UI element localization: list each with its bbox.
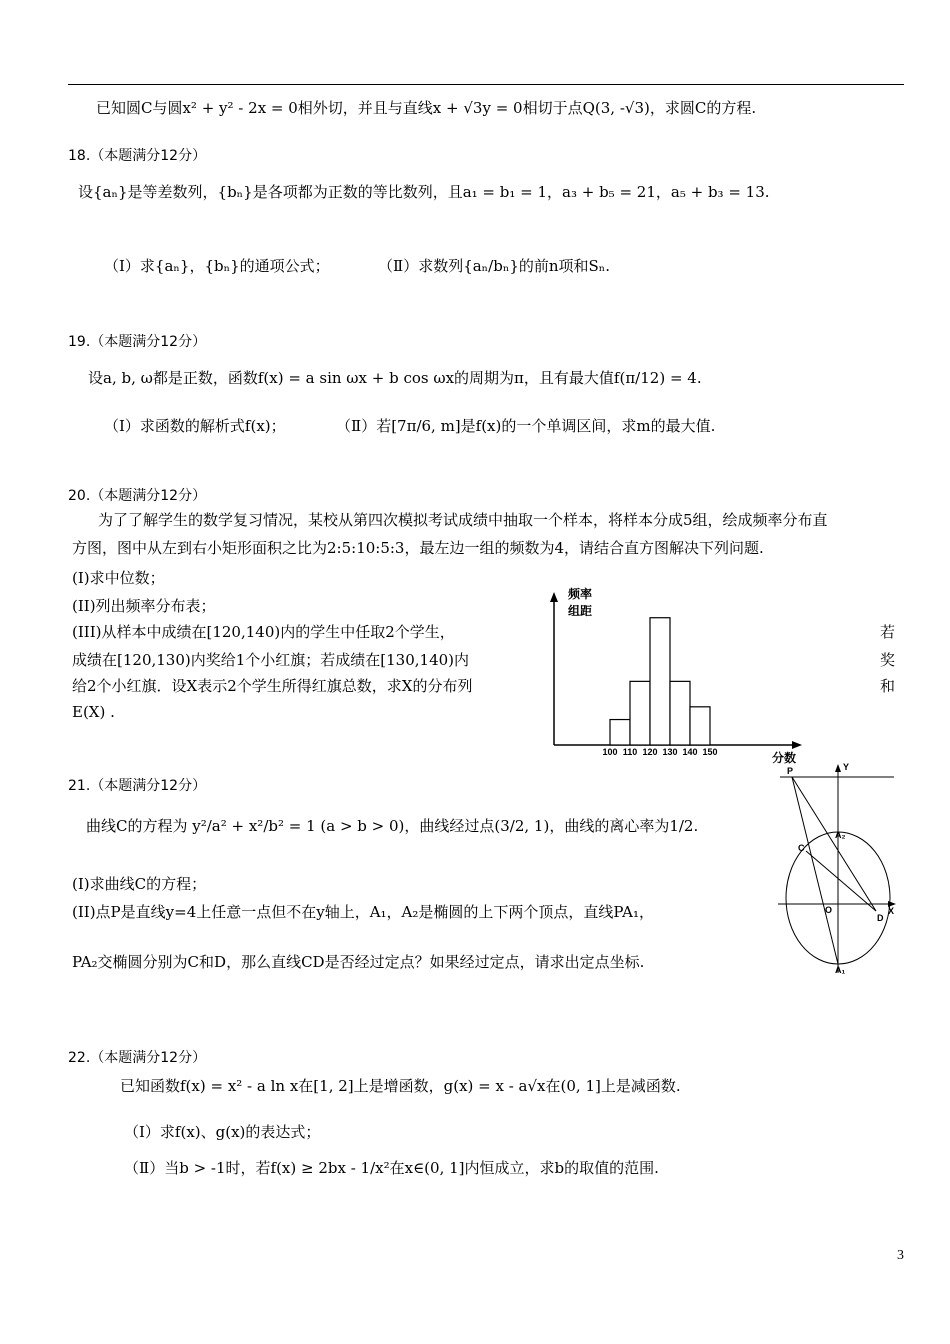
q22-part2: （Ⅱ）当b > -1时，若f(x) ≥ 2bx - 1/x²在x∈(0, 1]内恒成立，求b的取值的范围. [124,1159,659,1177]
header-rule [68,84,904,85]
q20-right-2: 奖 [880,651,896,669]
q20-stem-line1: 为了了解学生的数学复习情况，某校从第四次模拟考试成绩中抽取一个样本，将样本分成5组，绘成频率分布直 [98,511,828,529]
q18-stem: 设{aₙ}是等差数列，{bₙ}是各项都为正数的等比数列，且a₁ = b₁ = 1，a₃ + b₅ = 21，a₅ + b₃ = 13. [78,183,770,201]
q20-part1: (I)求中位数； [72,569,165,587]
line-pa1 [792,777,838,964]
q19-part1: （Ⅰ）求函数的解析式f(x)； [104,417,286,435]
y-label-line2: 组距 [568,604,593,618]
page-number: 3 [897,1248,904,1263]
histogram-bar [650,618,670,745]
tick-label: 100 [602,747,618,757]
tick-label: 110 [622,747,638,757]
line-cd [806,851,876,911]
q19-stem: 设a, b, ω都是正数，函数f(x) = a sin ωx + b cos ωx的周期为π，且有最大值f(π/12) = 4. [88,369,702,387]
tick-label: 140 [682,747,698,757]
label-d: D [877,913,884,923]
figure-y-arrow [835,764,841,772]
label-a2: A₂ [835,830,846,840]
ellipse-figure [770,758,900,978]
line-pa2 [792,777,876,911]
tick-label: 130 [662,747,678,757]
label-p: P [787,766,794,776]
q21-part2: (II)点P是直线y=4上任意一点但不在y轴上，A₁，A₂是椭圆的上下两个顶点，直线PA₁， [72,903,654,921]
q18-part1: （Ⅰ）求{aₙ}，{bₙ}的通项公式； [104,257,330,275]
q19-heading: 19.（本题满分12分） [68,334,207,350]
q22-heading: 22.（本题满分12分） [68,1050,207,1066]
y-label-line1: 频率 [568,587,593,601]
q21-part2-cont: PA₂交椭圆分别为C和D，那么直线CD是否经过定点？如果经过定点，请求出定点坐标. [72,953,645,971]
tick-label: 120 [642,747,658,757]
histogram-bar [610,720,630,745]
q20-right-1: 若 [880,623,896,641]
q18-part2: （Ⅱ）求数列{aₙ/bₙ}的前n项和Sₙ. [378,257,611,275]
q19-part2: （Ⅱ）若[7π/6, m]是f(x)的一个单调区间，求m的最大值. [336,417,716,435]
q21-stem: 曲线C的方程为 y²/a² + x²/b² = 1 (a > b > 0)，曲线经过点(3/2, 1)，曲线的离心率为1/2. [86,817,699,835]
label-o: O [825,905,833,915]
q22-part1: （Ⅰ）求f(x)、g(x)的表达式； [124,1123,321,1141]
tick-label: 150 [702,747,718,757]
histogram-bar [670,681,690,745]
label-a1: A₁ [835,965,846,975]
frequency-histogram [540,582,810,770]
histogram-bar [630,681,650,745]
q17-text: 已知圆C与圆x² + y² - 2x = 0相外切，并且与直线x + √3y = 0相切于点Q(3, -√3)，求圆C的方程. [96,99,757,117]
x-axis-arrow [792,741,802,749]
q20-part3-line2: 成绩在[120,130)内奖给1个小红旗；若成绩在[130,140)内 [72,651,470,669]
q20-heading: 20.（本题满分12分） [68,488,207,504]
q20-part3-line4: E(X) . [72,703,115,721]
q20-part3-line1: (III)从样本中成绩在[120,140)内的学生中任取2个学生， [72,623,455,641]
q20-right-3: 和 [880,677,896,695]
q20-stem-line2: 方图，图中从左到右小矩形面积之比为2:5:10:5:3，最左边一组的频数为4，请结合直方图解决下列问题. [72,539,764,557]
x-label: 分数 [772,751,797,765]
histogram-bar [690,707,710,745]
label-x: X [888,906,895,916]
label-y: Y [843,762,850,772]
q21-heading: 21.（本题满分12分） [68,778,207,794]
q21-part1: (I)求曲线C的方程； [72,875,207,893]
q18-heading: 18.（本题满分12分） [68,148,207,164]
q20-part3-line3: 给2个小红旗．设X表示2个学生所得红旗总数，求X的分布列 [72,677,473,695]
label-c: C [798,843,805,853]
q22-stem: 已知函数f(x) = x² - a ln x在[1, 2]上是增函数，g(x) = x - a√x在(0, 1]上是减函数. [120,1077,681,1095]
q20-part2: (II)列出频率分布表； [72,597,216,615]
y-axis-arrow [550,592,558,602]
